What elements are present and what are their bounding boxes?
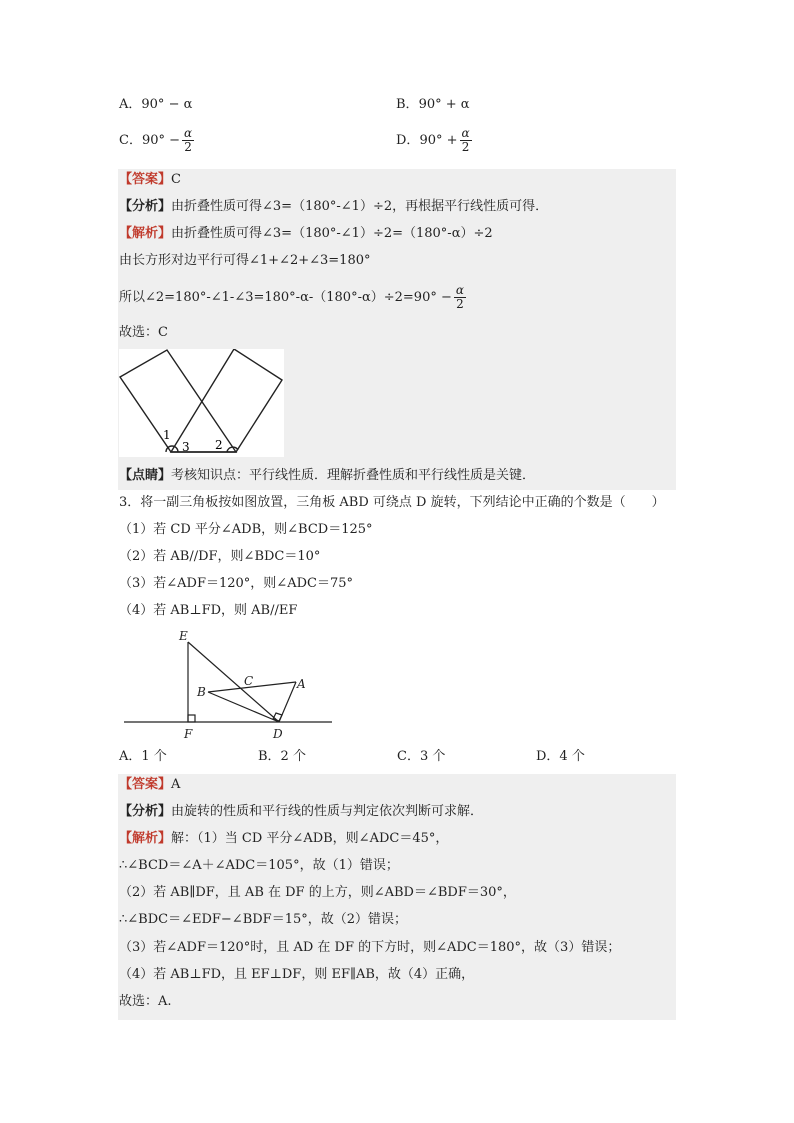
q3-item-4: （4）若 AB⊥FD，则 AB//EF bbox=[119, 603, 298, 618]
note-tag: 【点睛】 bbox=[119, 468, 172, 483]
point-label-b: B bbox=[197, 685, 206, 699]
q3-solution-line5: （3）若∠ADF＝120°时，且 AD 在 DF 的下方时，则∠ADC＝180°，故（3）错误； bbox=[119, 940, 621, 955]
option-d-denominator: 2 bbox=[461, 140, 470, 154]
option-a-value: 90° − α bbox=[141, 97, 193, 112]
solution-fraction bbox=[454, 284, 466, 311]
option-d-fraction bbox=[460, 127, 472, 154]
answer-value: C bbox=[171, 172, 181, 187]
q2-fold-figure bbox=[119, 349, 284, 457]
option-a-label: A． bbox=[119, 97, 142, 112]
solution-text: 由折叠性质可得∠3=（180°-∠1）÷2=（180°-α）÷2 bbox=[171, 226, 493, 241]
q3-item-2: （2）若 AB//DF，则∠BDC＝10° bbox=[119, 549, 321, 564]
q3-stem: 3．将一副三角板按如图放置，三角板 ABD 可绕点 D 旋转，下列结论中正确的个数是（ ） bbox=[119, 495, 665, 510]
option-c-prefix: 90° − bbox=[141, 133, 181, 148]
q2-analysis bbox=[119, 198, 548, 216]
option-c-label: C． bbox=[119, 133, 142, 148]
q3-item-3: （3）若∠ADF＝120°，则∠ADC＝75° bbox=[119, 576, 354, 591]
option-c bbox=[119, 127, 194, 154]
analysis-tag: 【分析】 bbox=[119, 199, 172, 214]
option-c-numerator: α bbox=[184, 126, 193, 140]
q3-analysis-tag: 【分析】 bbox=[119, 804, 172, 819]
option-b-value: 90° + α bbox=[418, 97, 470, 112]
q3-solution-text-1: 解：（1）当 CD 平分∠ADB，则∠ADC＝45°， bbox=[171, 831, 449, 846]
option-d-label: D． bbox=[396, 133, 420, 148]
q3-solution-line4: ∴∠BDC＝∠EDF−∠BDF＝15°，故（2）错误； bbox=[119, 912, 408, 927]
angle-label-2: 2 bbox=[215, 438, 223, 452]
right-angle-f bbox=[188, 715, 195, 722]
point-label-f: F bbox=[184, 727, 193, 741]
q2-answer bbox=[119, 171, 181, 189]
point-label-a: A bbox=[297, 677, 306, 691]
q3-solution-line6: （4）若 AB⊥FD，且 EF⊥DF，则 EF∥AB，故（4）正确， bbox=[119, 967, 475, 982]
solution-numerator: α bbox=[455, 283, 464, 297]
q3-item-1: （1）若 CD 平分∠ADB，则∠BCD＝125° bbox=[119, 522, 373, 537]
point-label-e: E bbox=[179, 629, 188, 643]
q3-triangle-figure bbox=[118, 626, 338, 744]
q3-answer-value: A bbox=[171, 777, 181, 792]
angle-label-1: 1 bbox=[163, 428, 171, 442]
q3-option-d: D．4 个 bbox=[536, 749, 585, 764]
analysis-text: 由折叠性质可得∠3=（180°-∠1）÷2，再根据平行线性质可得． bbox=[171, 199, 549, 214]
q3-solution-line3: （2）若 AB∥DF，且 AB 在 DF 的上方，则∠ABD＝∠BDF＝30°， bbox=[119, 885, 516, 900]
q3-solution-line2: ∴∠BCD＝∠A＋∠ADC＝105°，故（1）错误； bbox=[119, 858, 399, 873]
q2-solution-line3 bbox=[119, 284, 466, 311]
option-b bbox=[396, 96, 470, 114]
solution-line3-text: 所以∠2=180°-∠1-∠3=180°-α-（180°-α）÷2=90° − bbox=[119, 290, 452, 305]
q3-answer bbox=[119, 776, 180, 794]
q3-option-b: B．2 个 bbox=[258, 749, 306, 764]
edge-ed bbox=[188, 642, 279, 722]
q2-solution-line2: 由长方形对边平行可得∠1+∠2+∠3=180° bbox=[119, 253, 371, 268]
option-d-numerator: α bbox=[461, 126, 470, 140]
solution-tag: 【解析】 bbox=[119, 226, 172, 241]
q3-choose: 故选：A. bbox=[119, 994, 172, 1009]
q3-analysis bbox=[119, 803, 483, 821]
option-a bbox=[119, 96, 192, 114]
option-c-fraction bbox=[182, 127, 194, 154]
angle-label-3: 3 bbox=[182, 440, 190, 454]
point-label-c: C bbox=[244, 674, 254, 688]
answer-tag: 【答案】 bbox=[119, 172, 172, 187]
solution-denominator: 2 bbox=[456, 297, 464, 311]
q3-option-c: C．3 个 bbox=[397, 749, 446, 764]
q2-solution-line1 bbox=[119, 225, 493, 243]
option-c-denominator: 2 bbox=[184, 140, 192, 154]
q3-analysis-text: 由旋转的性质和平行线的性质与判定依次判断可求解． bbox=[171, 804, 484, 819]
q3-solution-line1 bbox=[119, 830, 448, 848]
q2-note bbox=[119, 467, 535, 485]
q2-choose: 故选：C bbox=[119, 325, 168, 340]
right-angle-d bbox=[273, 713, 282, 721]
option-b-label: B． bbox=[396, 97, 419, 112]
q3-answer-tag: 【答案】 bbox=[119, 777, 172, 792]
option-d-prefix: 90° + bbox=[419, 133, 458, 148]
point-label-d: D bbox=[273, 727, 283, 741]
option-d bbox=[396, 127, 472, 154]
q3-option-a: A．1 个 bbox=[119, 749, 167, 764]
edge-bd bbox=[208, 692, 279, 722]
q3-solution-tag: 【解析】 bbox=[119, 831, 172, 846]
note-text: 考核知识点：平行线性质．理解折叠性质和平行线性质是关键． bbox=[171, 468, 536, 483]
